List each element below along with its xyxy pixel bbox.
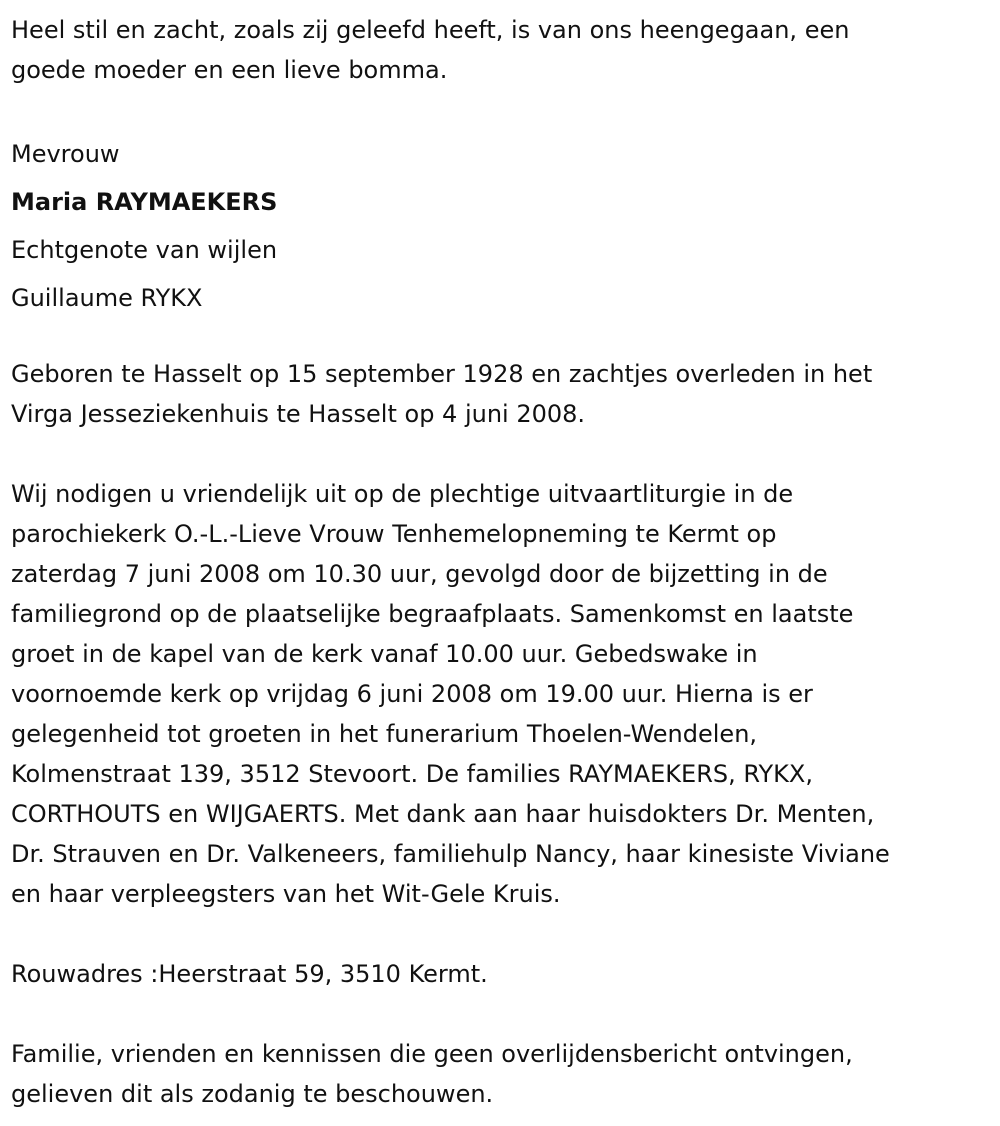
ceremony-line: groet in de kapel van de kerk vanaf 10.00 uur. Gebedswake in bbox=[11, 640, 758, 668]
ceremony-line: voornoemde kerk op vrijdag 6 juni 2008 om 19.00 uur. Hierna is er bbox=[11, 680, 813, 708]
ceremony-line: familiegrond op de plaatselijke begraafplaats. Samenkomst en laatste bbox=[11, 600, 854, 628]
ceremony-line: parochiekerk O.-L.-Lieve Vrouw Tenhemelopneming te Kermt op bbox=[11, 520, 777, 548]
salutation: Mevrouw bbox=[11, 140, 120, 168]
spouse-name: Guillaume RYKX bbox=[11, 284, 203, 312]
birth-death-line: Geboren te Hasselt op 15 september 1928 en zachtjes overleden in het bbox=[11, 360, 873, 388]
deceased-name: Maria RAYMAEKERS bbox=[11, 188, 278, 216]
ceremony-line: gelegenheid tot groeten in het funerarium Thoelen-Wendelen, bbox=[11, 720, 758, 748]
ceremony-line: Dr. Strauven en Dr. Valkeneers, familiehulp Nancy, haar kinesiste Viviane bbox=[11, 840, 890, 868]
ceremony-paragraph bbox=[11, 474, 1000, 914]
paragraph-gap bbox=[11, 434, 1000, 474]
ceremony-line: en haar verpleegsters van het Wit-Gele Kruis. bbox=[11, 880, 561, 908]
intro-line: Heel stil en zacht, zoals zij geleefd heeft, is van ons heengegaan, een bbox=[11, 16, 850, 44]
closing-line: Familie, vrienden en kennissen die geen overlijdensbericht ontvingen, bbox=[11, 1040, 853, 1068]
intro-line: goede moeder en een lieve bomma. bbox=[11, 56, 448, 84]
ceremony-line: Wij nodigen u vriendelijk uit op de plechtige uitvaartliturgie in de bbox=[11, 480, 794, 508]
paragraph-gap bbox=[11, 994, 1000, 1034]
address-paragraph bbox=[11, 954, 1000, 994]
ceremony-line: Kolmenstraat 139, 3512 Stevoort. De families RAYMAEKERS, RYKX, bbox=[11, 760, 813, 788]
closing-paragraph bbox=[11, 1034, 1000, 1114]
paragraph-gap bbox=[11, 90, 1000, 130]
ceremony-line: CORTHOUTS en WIJGAERTS. Met dank aan haar huisdokters Dr. Menten, bbox=[11, 800, 875, 828]
ceremony-line: zaterdag 7 juni 2008 om 10.30 uur, gevolgd door de bijzetting in de bbox=[11, 560, 828, 588]
birth-death-line: Virga Jesseziekenhuis te Hasselt op 4 juni 2008. bbox=[11, 400, 586, 428]
mourning-address: Rouwadres :Heerstraat 59, 3510 Kermt. bbox=[11, 960, 488, 988]
deceased-heading bbox=[11, 130, 1000, 322]
relation-text: Echtgenote van wijlen bbox=[11, 236, 278, 264]
paragraph-gap bbox=[11, 322, 1000, 354]
intro-paragraph bbox=[11, 10, 1000, 90]
birth-death-paragraph bbox=[11, 354, 1000, 434]
paragraph-gap bbox=[11, 914, 1000, 954]
closing-line: gelieven dit als zodanig te beschouwen. bbox=[11, 1080, 494, 1108]
